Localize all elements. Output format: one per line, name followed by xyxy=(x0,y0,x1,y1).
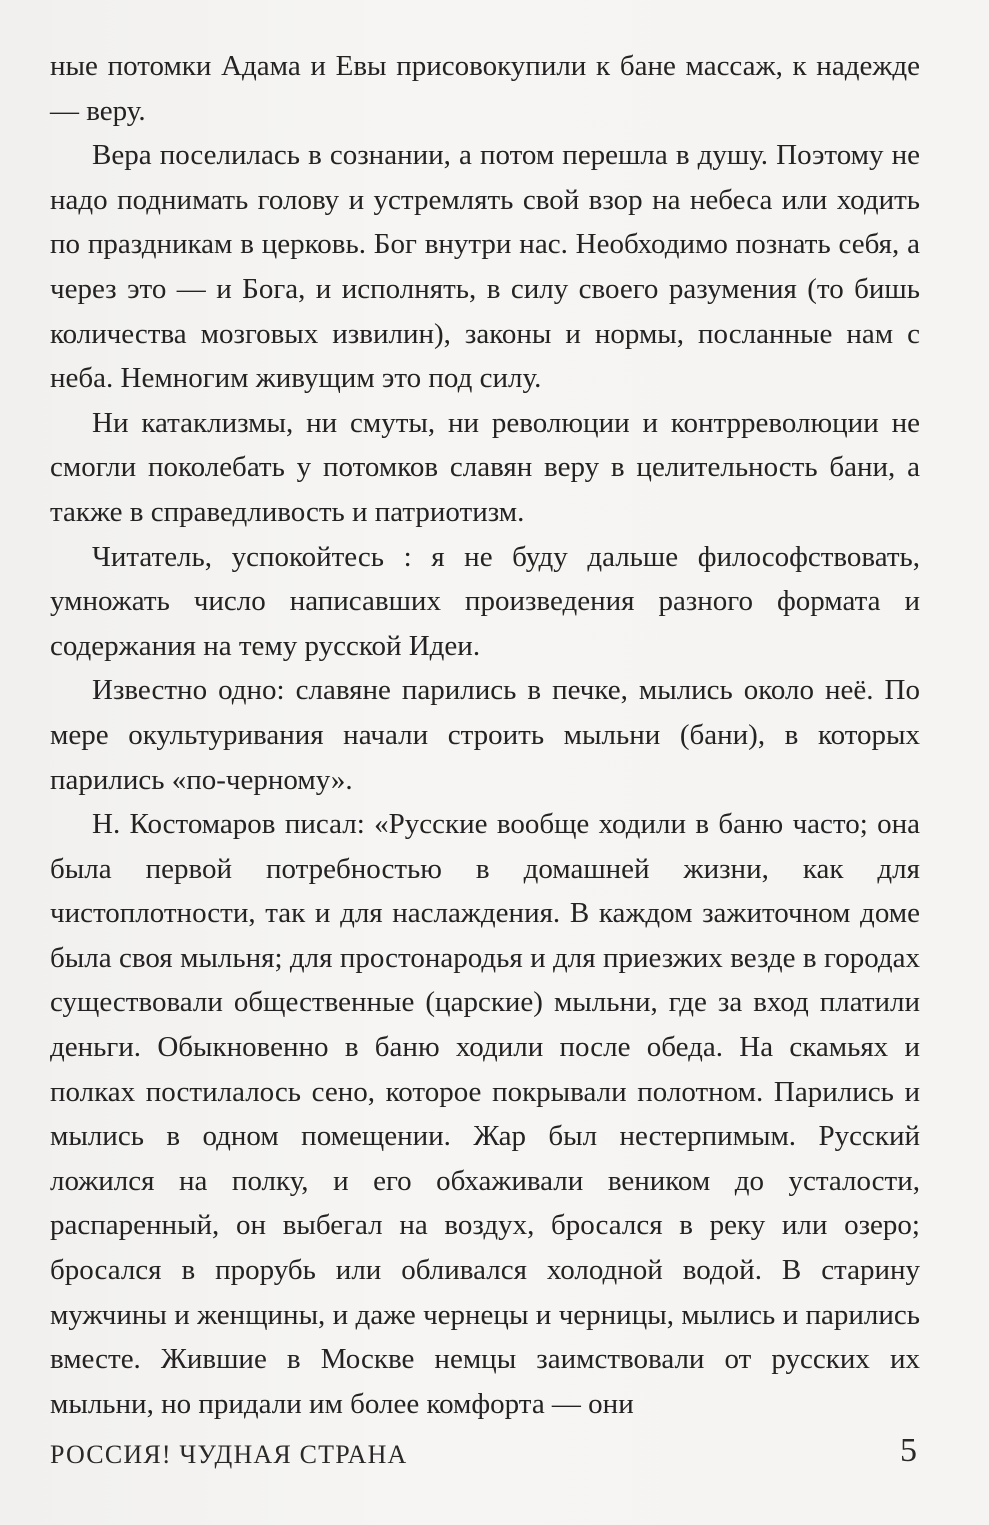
paragraph: Известно одно: славяне парились в печке, мылись около неё. По мере окультуривания начали строить мыльни (бани), в которых парились «по-черному». xyxy=(50,674,920,796)
paragraph-continued: ные потомки Адама и Евы присовокупили к бане массаж, к надежде — веру. xyxy=(50,50,920,127)
body-text xyxy=(50,44,920,1426)
paragraph: Вера поселилась в сознании, а потом перешла в душу. Поэтому не надо поднимать голову и устремлять свой взор на небеса или ходить по праздникам в церковь. Бог внутри нас. Необходимо познать себя, а через это — и Бога, и исполнять, в силу своего разумения (то бишь количества мозговых извилин), законы и нормы, посланные нам с неба. Немногим живущим это под силу. xyxy=(50,139,920,395)
running-title: РОССИЯ! ЧУДНАЯ СТРАНА xyxy=(50,1440,408,1469)
paragraph: Ни катаклизмы, ни смуты, ни революции и контрреволюции не смогли поколебать у потомков славян веру в целительность бани, а также в справедливость и патриотизм. xyxy=(50,406,920,528)
paragraph: Читатель, успокойтесь : я не буду дальше философствовать, умножать число написавших произведения разного формата и содержания на тему русской Идеи. xyxy=(50,540,920,662)
paragraph: Н. Костомаров писал: «Русские вообще ходили в баню часто; она была первой потребностью в домашней жизни, как для чистоплотности, так и для наслаждения. В каждом зажиточном доме была своя мыльня; для простонародья и для приезжих везде в городах существовали общественные (царские) мыльни, где за вход платили деньги. Обыкновенно в баню ходили после обеда. На скамьях и полках постилалось сено, которое покрывали полотном. Парились и мылись в одном помещении. Жар был нестерпимым. Русский ложился на полку, и его обхаживали веником до усталости, распаренный, он выбегал на воздух, бросался в реку или озеро; бросался в прорубь или обливался холодной водой. В старину мужчины и женщины, и даже чернецы и черницы, мылись и парились вместе. Жившие в Москве немцы заимствовали от русских их мыльни, но придали им более комфорта — они xyxy=(50,808,920,1420)
page-number: 5 xyxy=(900,1432,917,1469)
